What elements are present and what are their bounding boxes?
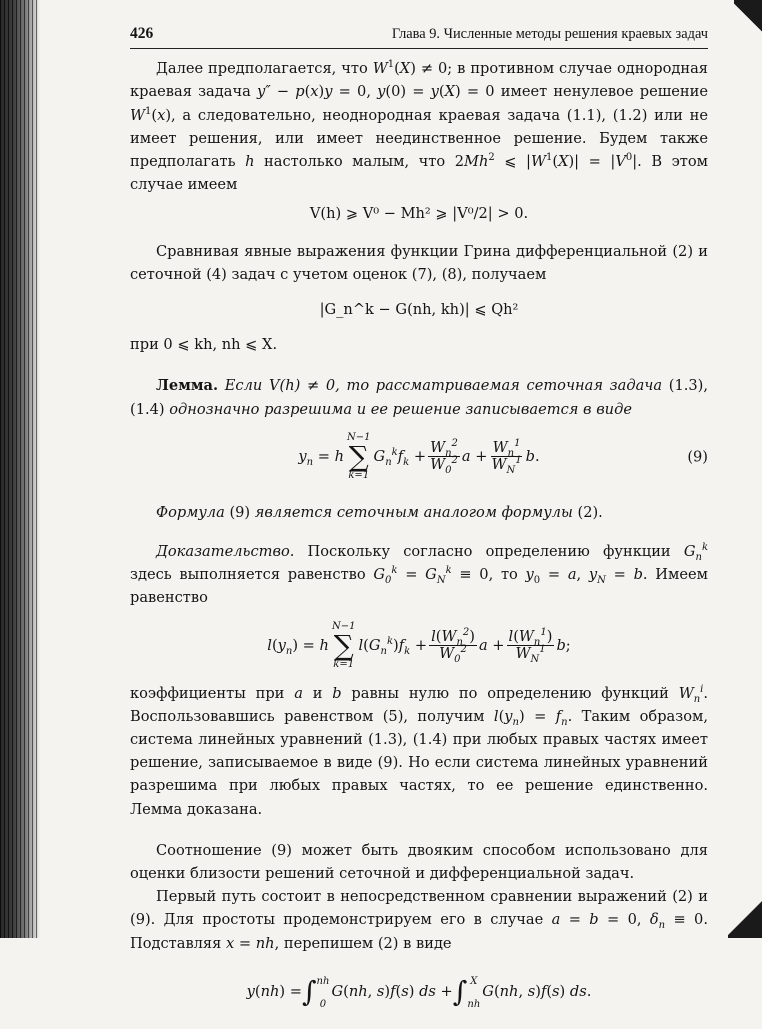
equation-vh-estimate: V(h) ⩾ V⁰ − Mh² ⩾ |V⁰/2| > 0. <box>309 205 529 223</box>
paragraph-range: при 0 ⩽ kh, nh ⩽ X. <box>130 336 278 354</box>
proof-title: Доказательство. <box>156 543 295 561</box>
lemma-title: Лемма. <box>156 377 219 395</box>
running-head: Глава 9. Численные методы решения краевых задач <box>391 26 708 42</box>
proof-paragraph: Доказательство. Поскольку согласно определению функции $G_n^k$ здесь выполняется равенство $G_0^k = G_N^k \equiv 0$, то $y_0 = a$, $y_N = b$. Имеем равенство <box>130 542 708 607</box>
equation-number: (9) <box>687 448 708 466</box>
paragraph-relation: Соотношение (9) может быть двояким способом использовано для оценки близости решений сеточной и дифференциальной задач. <box>130 841 708 883</box>
paragraph-coefficients: коэффициенты при a и b равны нулю по определению функций $W_n^i$. Воспользовавшись равенством (5), получим $l(y_n) = f_n$. Таким образом, система линейных уравнений (1.3), (1.4) при любых правых частях имеет решение, записываемое в виде (9). Но если система линейных уравнений разрешима при любых правых частях, то ее решение единственно. Лемма доказана. <box>130 683 708 818</box>
paragraph-first-way: Первый путь состоит в непосредственном сравнении выражений (2) и (9). Для простоты продемонстрируем его в случае a = b = 0, $\delta_n \equiv 0$. Подставляя x = nh, перепишем (2) в виде <box>130 888 708 952</box>
remark-formula: Формула (9) является сеточным аналогом формулы (2). <box>156 503 603 521</box>
scan-corner-top <box>734 0 762 50</box>
lemma-statement: Лемма. Если V(h) ≠ 0, то рассматриваемая сеточная задача (1.3), (1.4) однозначно разрешима и ее решение записывается в виде <box>130 377 708 418</box>
book-spine-shadow <box>0 0 40 938</box>
paragraph-assumption: Далее предполагается, что $W^1(X) \ne 0$; в противном случае однородная краевая задача y″ − p(x)y = 0, y(0) = y(X) = 0 имеет ненулевое решение $W^1(x)$, а следовательно, неоднородная краевая задача (1.1), (1.2) или не имеет решения, или имеет неединственное решение. Будем также предполагать h настолько малым, что 2Mh$^2$ ⩽ $|W^1(X)| = |V^0|$. В этом случае имеем <box>130 59 709 194</box>
equation-9: $y_n = h$ N−1 ∑ k=1 $G_n^kf_k$ + $\frac{W_n^2}{W_0^2}$ a + $\frac{W_n^1}{W_N^1}$ b . (9) <box>298 431 708 481</box>
equation-green-estimate: |G_n^k − G(nh, kh)| ⩽ Qh² <box>319 301 519 319</box>
paragraph-green-comparison: Сравнивая явные выражения функции Грина дифференциальной (2) и сеточной (4) задач с учетом оценок (7), (8), получаем <box>130 242 708 283</box>
page-header <box>130 22 708 49</box>
book-page <box>130 22 708 1029</box>
equation-operator: $l(y_n) = h$ N−1 ∑ k=1 $l(G_n^k)f_k$ + $\frac{l(W_n^2)}{W_0^2}$ a + $\frac{l(W_n^1)}{W_N^1}$ b ; <box>267 620 571 670</box>
page-number: 426 <box>130 25 154 42</box>
scan-corner-bottom <box>728 868 762 938</box>
equation-integral: y(nh) = ∫ nh 0 G(nh, s)f(s) ds + ∫ X nh G(nh, s)f(s) ds. <box>246 975 592 1011</box>
